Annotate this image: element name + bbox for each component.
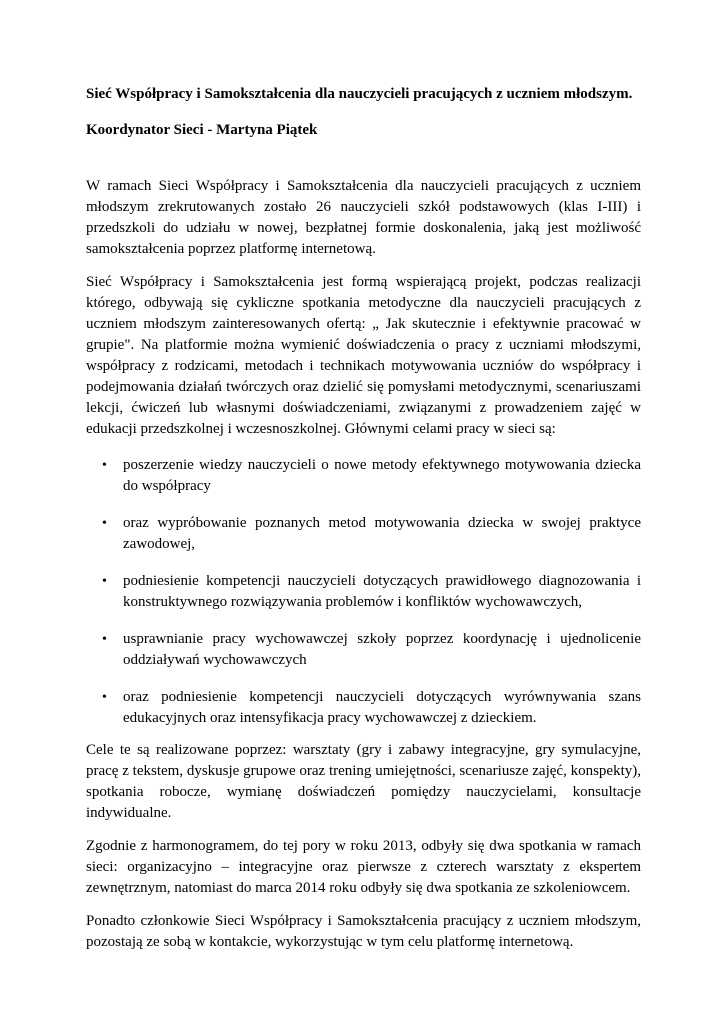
goals-list <box>86 455 641 729</box>
list-item <box>86 571 641 613</box>
goal-text: oraz wypróbowanie poznanych metod motywowania dziecka w swojej praktyce zawodowej, <box>123 515 641 552</box>
paragraph-network-description: Sieć Współpracy i Samokształcenia jest formą wspierającą projekt, podczas realizacji którego, odbywają się cykliczne spotkania metodyczne dla nauczycieli pracujących z uczniem młodszym zainteresowanych ofertą: „ Jak skutecznie i efektywnie pracować w grupie". Na platformie można wymienić doświadczenia o pracy z uczniami młodszymi, współpracy z rodzicami, metodach i technikach motywowania uczniów do współpracy i podejmowania działań twórczych oraz dzielić się pomysłami metodycznymi, scenariuszami lekcji, ćwiczeń lub własnymi doświadczeniami, związanymi z prowadzeniem zajęć w edukacji przedszkolnej i wczesnoszkolnej. Głównymi celami pracy w sieci są: <box>86 274 641 437</box>
paragraph-schedule: Zgodnie z harmonogramem, do tej pory w roku 2013, odbyły się dwa spotkania w ramach sieci: organizacyjno – integracyjne oraz pierwsze z czterech warsztaty z ekspertem zewnętrznym, natomiast do marca 2014 roku odbyły się dwa spotkania ze szkoleniowcem. <box>86 838 641 896</box>
bullet-icon: • <box>102 690 107 705</box>
paragraph-contact: Ponadto członkowie Sieci Współpracy i Samokształcenia pracujący z uczniem młodszym, pozostają ze sobą w kontakcie, wykorzystując w tym celu platformę internetową. <box>86 913 641 950</box>
goal-text: podniesienie kompetencji nauczycieli dotyczących prawidłowego diagnozowania i konstruktywnego rozwiązywania problemów i konfliktów wychowawczych, <box>123 573 641 610</box>
goal-text: oraz podniesienie kompetencji nauczycieli dotyczących wyrównywania szans edukacyjnych oraz intensyfikacja pracy wychowawczej z dzieckiem. <box>123 689 641 726</box>
bullet-icon: • <box>102 458 107 473</box>
coordinator-line: Koordynator Sieci - Martyna Piątek <box>86 122 318 138</box>
list-item <box>86 513 641 555</box>
paragraph-intro: W ramach Sieci Współpracy i Samokształcenia dla nauczycieli pracujących z uczniem młodszym zrekrutowanych zostało 26 nauczycieli szkół podstawowych (klas I-III) i przedszkoli do udziału w nowej, bezpłatnej formie doskonalenia, jaką jest możliwość samokształcenia poprzez platformę internetową. <box>86 178 641 257</box>
list-item <box>86 455 641 497</box>
list-item <box>86 629 641 671</box>
goal-text: poszerzenie wiedzy nauczycieli o nowe metody efektywnego motywowania dziecka do współpracy <box>123 457 641 494</box>
paragraph-methods: Cele te są realizowane poprzez: warsztaty (gry i zabawy integracyjne, gry symulacyjne, pracę z tekstem, dyskusje grupowe oraz trening umiejętności, scenariusze zajęć, konspekty), spotkania robocze, wymianę doświadczeń pomiędzy nauczycielami, konsultacje indywidualne. <box>86 742 641 821</box>
document-title: Sieć Współpracy i Samokształcenia dla nauczycieli pracujących z uczniem młodszym. <box>86 86 633 102</box>
goal-text: usprawnianie pracy wychowawczej szkoły poprzez koordynację i ujednolicenie oddziaływań wychowawczych <box>123 631 641 668</box>
bullet-icon: • <box>102 516 107 531</box>
bullet-icon: • <box>102 632 107 647</box>
list-item <box>86 687 641 729</box>
bullet-icon: • <box>102 574 107 589</box>
